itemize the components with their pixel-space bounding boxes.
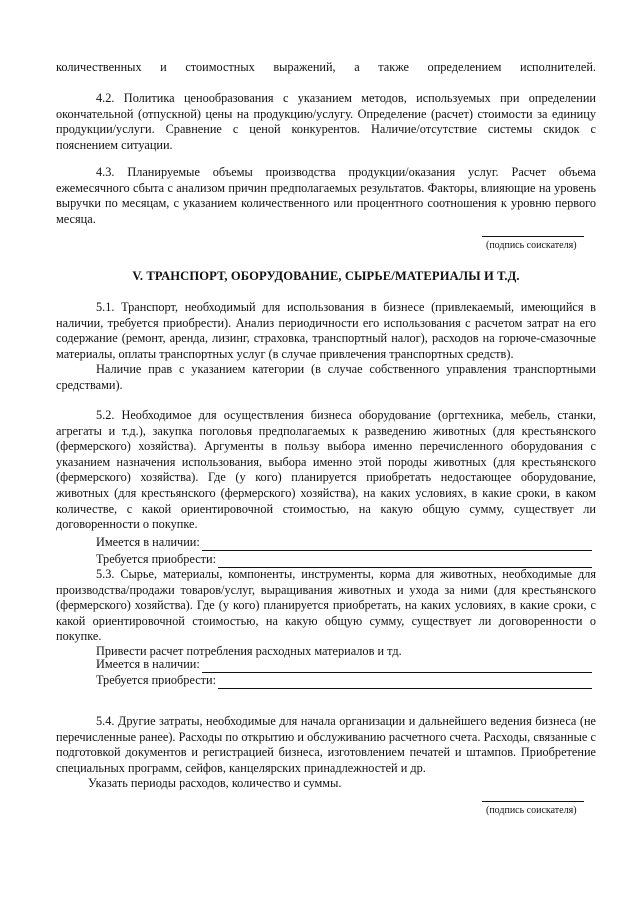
need-fill-line [218,676,592,689]
need-fill-line [218,555,592,568]
paragraph-4-2: 4.2. Политика ценообразования с указанием методов, используемых при определении окончательной (отпускной) цены на продукцию/услугу. Определение (расчет) стоимости за единицу продукции/услуги. Сравнение с ценой конкурентов. Наличие/отсутствие системы скидок с пояснением ситуации. [56,91,596,152]
paragraph-4-3: 4.3. Планируемые объемы производства продукции/оказания услуг. Расчет объема ежемесячного сбыта с анализом причин предполагаемых результатов. Факторы, влияющие на уровень выручки по месяцам, с указанием количественного или процентного соотношения к уровню первого месяца. [56,165,596,226]
paragraph-5-1-rights: Наличие прав с указанием категории (в случае собственного управления транспортными средствами). [56,362,596,392]
signature-caption: (подпись соискателя) [486,805,577,816]
need-label: Требуется приобрести: [96,673,217,687]
paragraph-5-4-periods: Указать периоды расходов, количество и суммы. [88,776,342,790]
need-field-row-1 [96,552,592,568]
paragraph-continuation: количественных и стоимостных выражений, а также определением исполнителей. [56,60,596,74]
have-field-row-2 [96,657,592,673]
paragraph-5-3-calc: Привести расчет потребления расходных материалов и тд. [96,644,402,658]
signature-caption: (подпись соискателя) [486,240,577,251]
paragraph-5-2: 5.2. Необходимое для осуществления бизнеса оборудование (оргтехника, мебель, станки, агрегаты и т.д.), закупка поголовья предполагаемых к разведению животных (для крестьянского (фермерского) хозяйства). Аргументы в пользу выбора именно перечисленного оборудования с указанием назначения использования, выбора именно этой породы животных (для крестьянского (фермерского) хозяйства). Где (у кого) планируется приобретать недостающее оборудование, животных (для крестьянского (фермерского) хозяйства), на каких условиях, в какие сроки, в каком количестве, с какой ориентировочной стоимостью, на какую общую сумму, существует ли договоренности о покупке. [56,408,596,532]
section-heading: V. ТРАНСПОРТ, ОБОРУДОВАНИЕ, СЫРЬЕ/МАТЕРИАЛЫ И Т.Д. [132,269,520,283]
paragraph-5-4: 5.4. Другие затраты, необходимые для начала организации и дальнейшего ведения бизнеса (не перечисленные ранее). Расходы по открытию и обслуживанию расчетного счета. Расходы, связанные с подготовкой документов и регистрацией бизнеса, изготовлением печатей и штампов. Приобретение специальных программ, сейфов, канцелярских принадлежностей и др. [56,714,596,775]
signature-line [482,801,584,802]
have-fill-line [202,538,592,551]
paragraph-5-1: 5.1. Транспорт, необходимый для использования в бизнесе (привлекаемый, имеющийся в наличии, требуется приобрести). Анализ периодичности его использования с расчетом затрат на его содержание (ремонт, аренда, лизинг, страховка, транспортный налог), расходов на горюче-смазочные материалы, оплаты транспортных услуг (в случае привлечения транспортных средств). [56,300,596,361]
paragraph-5-3: 5.3. Сырье, материалы, компоненты, инструменты, корма для животных, необходимые для производства/продажи товаров/услуг, выращивания животных и ухода за ними (для крестьянского (фермерского) хозяйства). Где (у кого) планируется приобретать, на каких условиях, в какие сроки, с какой ориентировочной стоимостью, на какую общую сумму, существует ли договоренности о покупке. [56,567,596,644]
need-label: Требуется приобрести: [96,552,217,566]
have-label: Имеется в наличии: [96,535,200,549]
need-field-row-2 [96,673,592,689]
have-fill-line [202,660,592,673]
signature-line [482,236,584,237]
have-field-row-1 [96,535,592,551]
have-label: Имеется в наличии: [96,657,200,671]
